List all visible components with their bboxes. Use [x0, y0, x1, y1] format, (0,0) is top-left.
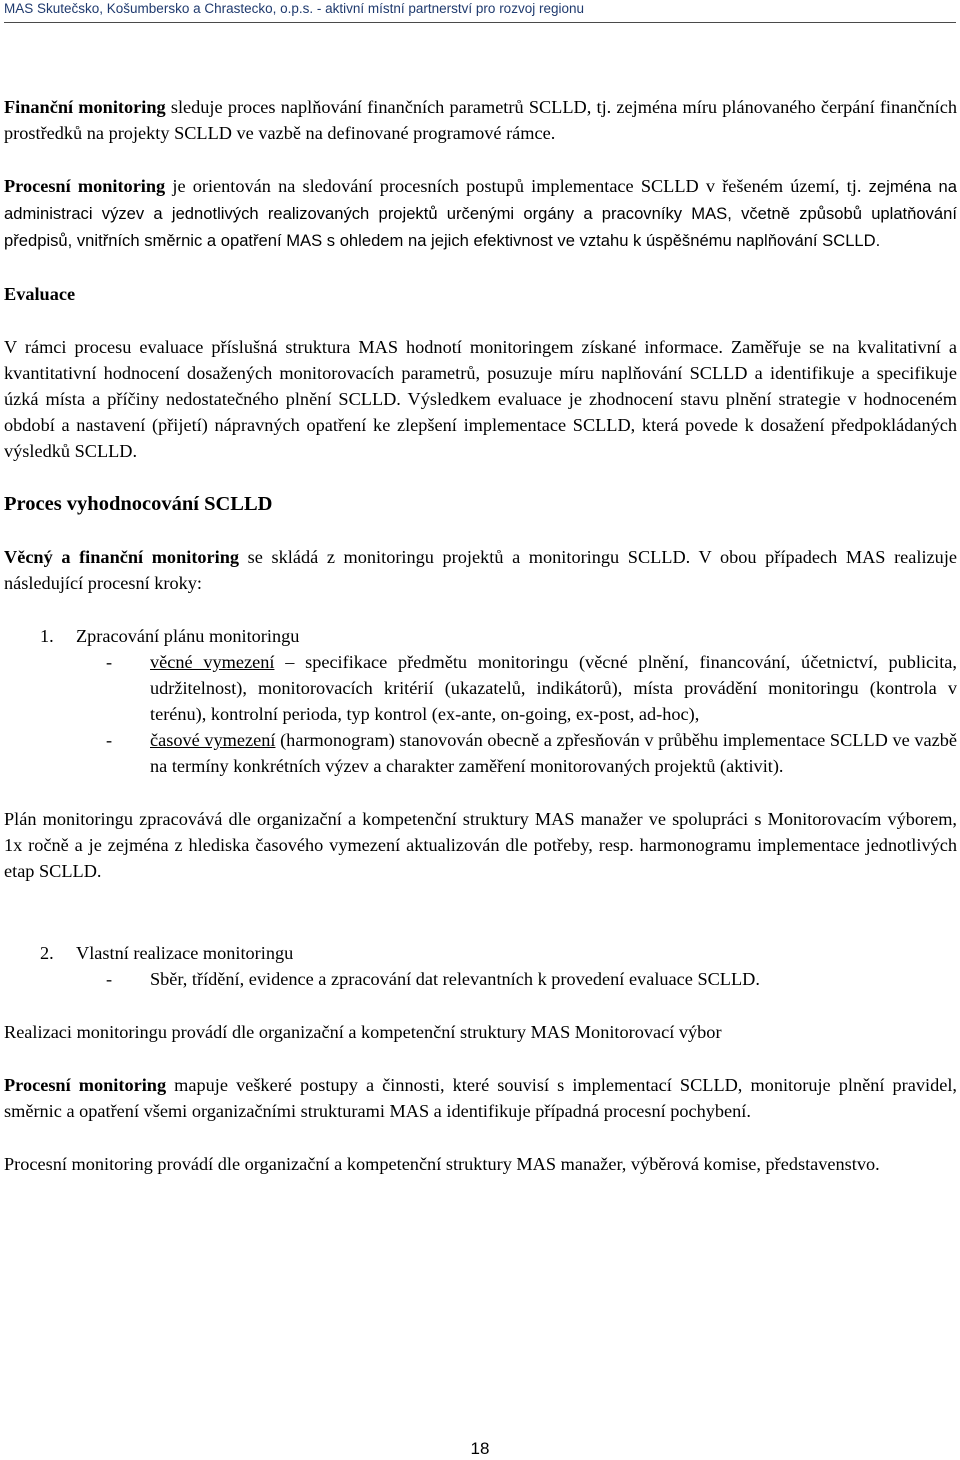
list-item-step-2 [40, 940, 957, 966]
paragraph-final: Procesní monitoring provádí dle organizační a kompetenční struktury MAS manažer, výběrová komise, představenstvo. [4, 1154, 880, 1174]
paragraph-procesni-monitoring [4, 173, 957, 254]
term-vecne-vymezeni: věcné vymezení [150, 652, 275, 672]
sub-item-casove-vymezeni [106, 727, 957, 779]
page-header: MAS Skutečsko, Košumbersko a Chrastecko, o.p.s. - aktivní místní partnerství pro rozvoj regionu [4, 1, 584, 16]
paragraph-text: Zaměřuje se na kvalitativní a kvantitativní hodnocení dosažených monitorovacích parametrů, posuzuje míru naplňování SCLLD a identifikuje a specifikuje úzká místa a příčiny nedostatečného plnění SCLLD. Výsledkem evaluace je zhodnocení stavu plnění strategie v hodnoceném období a nastavení (přijetí) nápravných opatření ke zlepšení implementace SCLLD, která povede k dosažení předpokládaných výsledků SCLLD. [4, 337, 957, 461]
list-item-label: Zpracování plánu monitoringu [76, 626, 300, 646]
sub-item-vecne-vymezeni [106, 649, 957, 727]
term-financni-monitoring: Finanční monitoring [4, 97, 166, 117]
paragraph-evaluace [4, 334, 957, 464]
paragraph-text: sleduje proces naplňování finančních parametrů SCLLD, tj. zejména míru plánovaného čerpání finančních prostředků na projekty SCLLD ve vazbě na definované programové rámce. [4, 97, 957, 143]
sub-item-text [150, 727, 957, 779]
paragraph-text: se skládá z monitoringu projektů a monitoringu SCLLD. V obou případech MAS realizuje následující procesní kroky: [4, 547, 958, 593]
paragraph-plan-monitoringu: Plán monitoringu zpracovává dle organizační a kompetenční struktury MAS manažer ve spolupráci s Monitorovacím výborem, 1x ročně a je zejména z hlediska časového vymezení aktualizován dle potřeby, resp. harmonogramu implementace jednotlivých etap SCLLD. [4, 809, 957, 881]
page-number: 18 [470, 1439, 490, 1458]
heading-evaluace: Evaluace [4, 284, 76, 304]
list-item-label: Vlastní realizace monitoringu [76, 943, 294, 963]
heading-proces-vyhodnocovani: Proces vyhodnocování SCLLD [4, 493, 273, 515]
paragraph-text: V rámci procesu evaluace příslušná struktura MAS hodnotí monitoringem získané informace. [4, 337, 723, 357]
paragraph-text: mapuje veškeré postupy a činnosti, které souvisí s implementací SCLLD, monitoruje plnění pravidel, směrnic a opatření všemi organizačními strukturami MAS a identifikuje případná procesní pochybení. [4, 1075, 957, 1121]
sub-item-text [150, 649, 957, 727]
paragraph-text: (harmonogram) stanovován obecně a zpřesňován v průběhu implementace SCLLD ve vazbě na termíny konkrétních výzev a charakter zaměření monitorovaných projektů (aktivit). [150, 730, 957, 776]
list-number: 2. [40, 943, 54, 963]
dash-bullet: - [106, 730, 113, 750]
document-body [4, 94, 957, 1177]
list-number: 1. [40, 626, 54, 646]
paragraph-procesni-monitoring-2 [4, 1072, 957, 1124]
term-vecny-financni-monitoring: Věcný a finanční monitoring [4, 547, 240, 567]
list-item-step-1 [40, 623, 957, 649]
dash-bullet: - [106, 969, 113, 989]
paragraph-text-sans: zejména na administraci výzev a jednotlivých realizovaných projektů určenými orgány a pracovníky MAS, včetně způsobů uplatňování předpisů, vnitřních směrnic a opatření MAS s ohledem na jejich efektivnost ve vztahu k úspěšnému naplňování SCLLD. [4, 177, 957, 250]
term-casove-vymezeni: časové vymezení [150, 730, 276, 750]
paragraph-financni-monitoring [4, 94, 957, 146]
sub-item-sber-dat [106, 966, 957, 992]
term-procesni-monitoring: Procesní monitoring [4, 176, 166, 196]
term-procesni-monitoring: Procesní monitoring [4, 1075, 167, 1095]
header-divider [4, 22, 956, 23]
paragraph-text: je orientován na sledování procesních postupů implementace SCLLD v řešeném území, tj. [165, 176, 862, 196]
sub-item-text: Sběr, třídění, evidence a zpracování dat relevantních k provedení evaluace SCLLD. [150, 969, 760, 989]
paragraph-proces-intro [4, 544, 957, 596]
dash-bullet: - [106, 652, 113, 672]
paragraph-realizace-monitoringu: Realizaci monitoringu provádí dle organizační a kompetenční struktury MAS Monitorovací výbor [4, 1022, 722, 1042]
paragraph-text: – specifikace předmětu monitoringu (věcné plnění, financování, účetnictví, publicita, udržitelnost), monitorovacích kritérií (ukazatelů, indikátorů), místa provádění monitoringu (kontrola v terénu), kontrolní perioda, typ kontrol (ex-ante, on-going, ex-post, ad-hoc), [150, 652, 957, 724]
